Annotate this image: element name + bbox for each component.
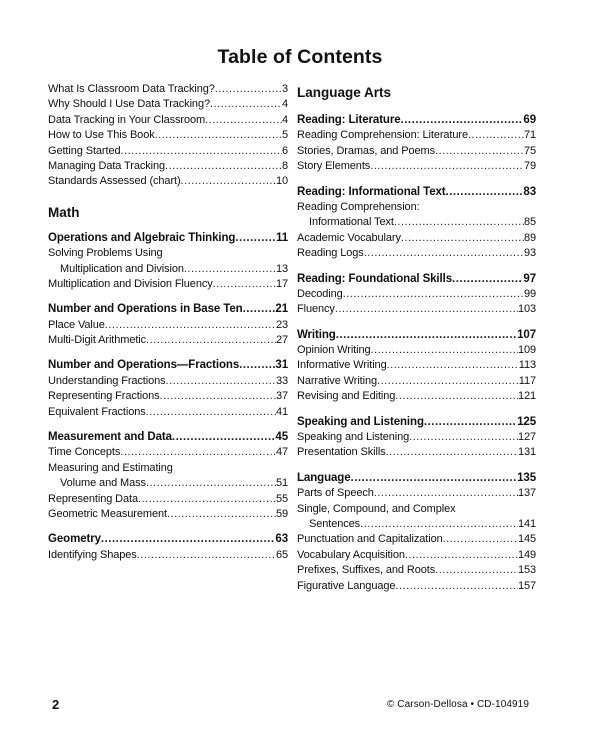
toc-entry xyxy=(48,445,288,460)
toc-entry xyxy=(297,389,536,404)
toc-entry xyxy=(48,174,288,189)
toc-entry xyxy=(297,486,536,501)
toc-section-entry xyxy=(48,358,288,373)
dot-leader xyxy=(395,389,518,404)
toc-entry xyxy=(48,461,288,476)
entry-title: Reading: Foundational Skills xyxy=(297,272,453,285)
entry-title: Revising and Editing xyxy=(297,390,396,403)
dot-leader xyxy=(167,507,276,522)
entry-title: Reading: Informational Text xyxy=(297,185,446,198)
entry-page-number: 11 xyxy=(276,231,288,244)
entry-title: Decoding xyxy=(297,287,343,300)
entry-page-number: 103 xyxy=(517,303,536,316)
entry-page-number: 33 xyxy=(275,374,288,387)
page-title: Table of Contents xyxy=(217,46,383,68)
toc-entry xyxy=(48,262,288,277)
toc-entry xyxy=(297,445,536,460)
spacer xyxy=(48,292,288,302)
toc-entry xyxy=(48,405,288,420)
dot-leader xyxy=(210,97,282,112)
toc-entry xyxy=(48,246,288,261)
entry-page-number: 21 xyxy=(275,303,288,316)
entry-page-number: 107 xyxy=(517,328,536,341)
dot-leader xyxy=(468,128,524,143)
toc-entry xyxy=(297,144,536,159)
entry-page-number: 137 xyxy=(517,487,536,500)
dot-leader xyxy=(235,231,276,246)
dot-leader xyxy=(121,144,282,159)
entry-title: Managing Data Tracking xyxy=(48,159,166,172)
entry-page-number: 3 xyxy=(281,83,288,95)
entry-page-number: 83 xyxy=(523,185,536,198)
entry-page-number: 51 xyxy=(275,477,288,490)
spacer xyxy=(48,190,288,204)
entry-page-number: 75 xyxy=(523,144,536,157)
entry-page-number: 89 xyxy=(523,231,536,244)
dot-leader xyxy=(387,358,519,373)
entry-page-number: 113 xyxy=(518,359,536,372)
entry-title: Representing Fractions xyxy=(48,390,160,403)
entry-page-number: 41 xyxy=(275,405,288,418)
dot-leader xyxy=(160,389,276,404)
spacer xyxy=(48,420,288,430)
toc-entry xyxy=(297,548,536,563)
entry-page-number: 59 xyxy=(275,507,288,520)
entry-title: Understanding Fractions xyxy=(48,374,166,387)
entry-page-number: 47 xyxy=(275,446,288,459)
entry-title: Speaking and Listening xyxy=(297,431,410,444)
entry-page-number: 135 xyxy=(517,471,536,484)
entry-title: How to Use This Book xyxy=(48,129,155,142)
entry-page-number: 85 xyxy=(523,216,536,229)
toc-entry xyxy=(297,517,536,532)
entry-page-number: 127 xyxy=(517,431,536,444)
dot-leader xyxy=(374,486,518,501)
entry-page-number: 99 xyxy=(523,287,536,300)
entry-title: Solving Problems Using xyxy=(48,247,163,260)
entry-title: Why Should I Use Data Tracking? xyxy=(48,98,210,111)
entry-title: Geometric Measurement xyxy=(48,507,167,520)
dot-leader xyxy=(424,415,517,430)
entry-page-number: 10 xyxy=(275,175,288,188)
toc-section-entry xyxy=(48,302,288,317)
entry-title: Story Elements xyxy=(297,160,371,173)
dot-leader xyxy=(386,445,518,460)
toc-entry xyxy=(48,277,288,292)
entry-title: Speaking and Listening xyxy=(297,415,424,428)
dot-leader xyxy=(405,548,518,563)
entry-title: Reading: Literature xyxy=(297,114,401,126)
dot-leader xyxy=(146,476,276,491)
dot-leader xyxy=(351,471,518,486)
entry-title: Stories, Dramas, and Poems xyxy=(297,144,436,157)
entry-title: Parts of Speech xyxy=(297,487,374,500)
toc-entry xyxy=(297,343,536,358)
language-arts-heading: Language Arts xyxy=(297,85,392,100)
dot-leader xyxy=(101,532,276,547)
toc-entry xyxy=(297,287,536,302)
toc-section-entry xyxy=(48,231,288,246)
toc-section-entry xyxy=(48,430,288,445)
toc-section-entry xyxy=(297,471,536,486)
entry-page-number: 13 xyxy=(275,262,288,275)
toc-left-column xyxy=(48,82,288,563)
dot-leader xyxy=(370,159,524,174)
entry-page-number: 149 xyxy=(517,548,536,561)
dot-leader xyxy=(335,302,518,317)
dot-leader xyxy=(371,343,518,358)
entry-title: Informative Writing xyxy=(297,359,387,372)
entry-title: Standards Assessed (chart) xyxy=(48,175,181,188)
entry-page-number: 31 xyxy=(275,359,288,372)
dot-leader xyxy=(172,430,276,445)
dot-leader xyxy=(377,374,519,389)
toc-section-entry xyxy=(297,185,536,200)
toc-entry xyxy=(297,532,536,547)
entry-title: Time Concepts xyxy=(48,446,121,459)
toc-entry xyxy=(48,476,288,491)
math-heading: Math xyxy=(48,204,80,220)
entry-title: Prefixes, Suffixes, and Roots xyxy=(297,564,436,577)
spacer xyxy=(297,318,536,328)
toc-entry xyxy=(297,430,536,445)
entry-page-number: 71 xyxy=(523,129,536,142)
toc-entry xyxy=(48,97,288,112)
dot-leader xyxy=(401,231,524,246)
toc-entry xyxy=(297,159,536,174)
entry-page-number: 55 xyxy=(275,492,288,505)
toc-entry xyxy=(48,318,288,333)
dot-leader xyxy=(105,318,276,333)
toc-section-entry xyxy=(297,328,536,343)
spacer xyxy=(297,405,536,415)
dot-leader xyxy=(343,287,524,302)
dot-leader xyxy=(435,563,518,578)
entry-page-number: 23 xyxy=(275,318,288,331)
dot-leader xyxy=(446,185,524,200)
toc-entry xyxy=(297,128,536,143)
dot-leader xyxy=(435,144,524,159)
toc-entry xyxy=(297,231,536,246)
entry-title: What Is Classroom Data Tracking? xyxy=(48,83,215,95)
dot-leader xyxy=(409,430,518,445)
entry-page-number: 4 xyxy=(281,98,288,111)
entry-page-number: 8 xyxy=(281,159,288,172)
dot-leader xyxy=(205,113,282,128)
dot-leader xyxy=(336,328,517,343)
copyright-line: © Carson-Dellosa • CD-104919 xyxy=(386,699,529,710)
toc-entry xyxy=(48,128,288,143)
entry-title: Reading Logs xyxy=(297,247,364,260)
dot-leader xyxy=(213,277,276,292)
entry-page-number: 125 xyxy=(517,415,536,428)
toc-entry xyxy=(48,333,288,348)
dot-leader xyxy=(146,333,276,348)
entry-page-number: 121 xyxy=(517,390,536,403)
dot-leader xyxy=(155,128,282,143)
entry-title: Operations and Algebraic Thinking xyxy=(48,231,236,244)
entry-page-number: 117 xyxy=(518,374,536,387)
toc-section-entry xyxy=(297,415,536,430)
entry-page-number: 109 xyxy=(517,344,536,357)
dot-leader xyxy=(138,492,276,507)
spacer xyxy=(297,262,536,272)
entry-page-number: 131 xyxy=(517,446,536,459)
dot-leader xyxy=(395,579,518,594)
entry-title: Opinion Writing xyxy=(297,344,371,357)
entry-title: Narrative Writing xyxy=(297,374,378,387)
spacer xyxy=(297,461,536,471)
entry-title: Number and Operations in Base Ten xyxy=(48,303,243,316)
toc-entry xyxy=(48,82,288,97)
entry-page-number: 45 xyxy=(275,431,288,444)
entry-title: Fluency xyxy=(297,303,335,316)
toc-entry xyxy=(48,492,288,507)
entry-title: Data Tracking in Your Classroom xyxy=(48,113,206,126)
entry-page-number: 97 xyxy=(523,272,536,285)
entry-title: Equivalent Fractions xyxy=(48,405,146,418)
entry-title: Figurative Language xyxy=(297,579,396,592)
toc-entry xyxy=(297,502,536,517)
entry-title: Representing Data xyxy=(48,492,139,505)
entry-page-number: 65 xyxy=(275,548,288,561)
entry-title: Language xyxy=(297,471,351,484)
entry-page-number: 5 xyxy=(281,129,288,142)
entry-title: Sentences xyxy=(309,517,361,530)
entry-page-number: 79 xyxy=(523,160,536,173)
entry-title: Reading Comprehension: Literature xyxy=(297,129,468,142)
entry-title: Multiplication and Division Fluency xyxy=(48,277,213,290)
entry-title: Informational Text xyxy=(309,216,394,229)
entry-title: Getting Started xyxy=(48,144,121,157)
entry-title: Vocabulary Acquisition xyxy=(297,548,405,561)
dot-leader xyxy=(394,215,524,230)
entry-page-number: 4 xyxy=(281,113,288,126)
dot-leader xyxy=(215,82,282,97)
entry-title: Number and Operations—Fractions xyxy=(48,359,240,372)
dot-leader xyxy=(146,405,276,420)
toc-entry xyxy=(297,579,536,594)
dot-leader xyxy=(360,517,518,532)
entry-page-number: 63 xyxy=(275,533,288,546)
entry-title: Multi-Digit Arithmetic xyxy=(48,334,147,347)
entry-title: Writing xyxy=(297,328,336,341)
entry-title: Academic Vocabulary xyxy=(297,231,401,244)
dot-leader xyxy=(243,302,276,317)
entry-title: Volume and Mass xyxy=(60,477,146,490)
dot-leader xyxy=(364,246,524,261)
entry-title: Presentation Skills xyxy=(297,446,386,459)
entry-page-number: 141 xyxy=(517,517,536,530)
dot-leader xyxy=(443,532,518,547)
entry-page-number: 6 xyxy=(281,144,288,157)
entry-page-number: 93 xyxy=(523,247,536,260)
dot-leader xyxy=(120,445,276,460)
toc-entry xyxy=(297,563,536,578)
entry-page-number: 27 xyxy=(275,334,288,347)
dot-leader xyxy=(165,159,282,174)
entry-title: Reading Comprehension: xyxy=(297,200,420,213)
spacer xyxy=(48,221,288,231)
spacer xyxy=(297,175,536,185)
spacer xyxy=(48,348,288,358)
entry-page-number: 69 xyxy=(523,114,536,126)
dot-leader xyxy=(452,272,523,287)
toc-entry xyxy=(297,302,536,317)
toc-entry xyxy=(48,548,288,563)
dot-leader xyxy=(184,262,276,277)
entry-title: Punctuation and Capitalization xyxy=(297,533,443,546)
dot-leader xyxy=(181,174,276,189)
toc-entry xyxy=(297,246,536,261)
entry-page-number: 153 xyxy=(517,564,536,577)
entry-title: Geometry xyxy=(48,533,101,546)
dot-leader xyxy=(166,374,276,389)
spacer xyxy=(48,522,288,532)
dot-leader xyxy=(239,358,275,373)
entry-title: Single, Compound, and Complex xyxy=(297,502,456,515)
toc-right-column xyxy=(297,82,536,594)
spacer xyxy=(297,101,536,113)
toc-entry xyxy=(297,200,536,215)
toc-entry xyxy=(48,507,288,522)
entry-title: Identifying Shapes xyxy=(48,548,137,561)
entry-title: Measuring and Estimating xyxy=(48,461,173,474)
entry-title: Multiplication and Division xyxy=(60,262,184,275)
entry-page-number: 145 xyxy=(517,533,536,546)
toc-section-entry xyxy=(297,113,536,128)
dot-leader xyxy=(401,113,524,128)
toc-entry xyxy=(48,144,288,159)
dot-leader xyxy=(137,548,276,563)
toc-section-entry xyxy=(48,532,288,547)
entry-page-number: 17 xyxy=(275,277,288,290)
toc-entry xyxy=(297,215,536,230)
toc-section-entry xyxy=(297,272,536,287)
toc-entry xyxy=(297,358,536,373)
toc-entry xyxy=(297,374,536,389)
entry-page-number: 37 xyxy=(275,390,288,403)
toc-entry xyxy=(48,159,288,174)
entry-title: Place Value xyxy=(48,318,105,331)
toc-entry xyxy=(48,113,288,128)
page-number: 2 xyxy=(52,697,60,712)
entry-page-number: 157 xyxy=(517,579,536,592)
toc-entry xyxy=(48,389,288,404)
entry-title: Measurement and Data xyxy=(48,431,172,444)
toc-entry xyxy=(48,374,288,389)
